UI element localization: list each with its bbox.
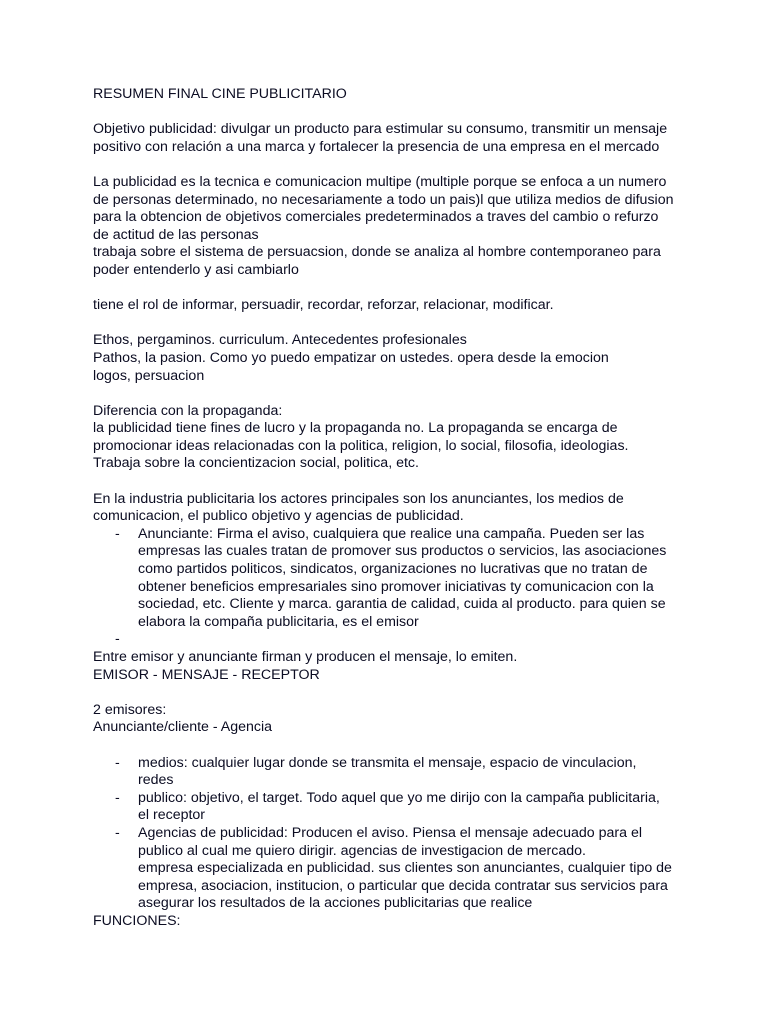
spacer bbox=[93, 737, 693, 755]
list-item-body bbox=[138, 825, 693, 913]
text-line: poder entenderlo y asi cambiarlo bbox=[93, 261, 299, 278]
text-line: obtener beneficios empresariales sino promover iniciativas ty comunicacion con la bbox=[138, 578, 654, 595]
text-line: Pathos, la pasion. Como yo puedo empatizar on ustedes. opera desde la emocion bbox=[93, 349, 609, 366]
bullet-dash: - bbox=[115, 631, 120, 648]
bullet-dash: - bbox=[115, 789, 120, 806]
section-heading-funciones: FUNCIONES: bbox=[93, 912, 181, 929]
text-line: elabora la compaña publicitaria, es el emisor bbox=[138, 613, 419, 630]
text-line: Ethos, pergaminos. curriculum. Antecedentes profesionales bbox=[93, 332, 467, 349]
text-line: positivo con relación a una marca y fortalecer la presencia de una empresa en el mercado bbox=[93, 138, 660, 155]
paragraph-emisores bbox=[93, 702, 693, 737]
paragraph-propaganda bbox=[93, 403, 693, 473]
text-line: para la obtencion de objetivos comerciales predeterminados a traves del cambio o refurzo bbox=[93, 209, 659, 226]
list-item bbox=[93, 755, 693, 790]
paragraph-rol bbox=[93, 297, 693, 315]
spacer bbox=[93, 280, 693, 298]
text-line: La publicidad es la tecnica e comunicacion multipe (multiple porque se enfoca a un numero bbox=[93, 173, 667, 190]
list-item bbox=[93, 825, 693, 913]
text-line: comunicacion, el publico objetivo y agencias de publicidad. bbox=[93, 508, 464, 525]
text-line: promocionar ideas relacionadas con la politica, religion, lo social, filosofia, ideologias. bbox=[93, 437, 629, 454]
paragraph-ethos-pathos-logos bbox=[93, 332, 693, 385]
spacer bbox=[93, 156, 693, 174]
paragraph-industria bbox=[93, 491, 693, 526]
text-line: publico al cual me quiero dirigir. agencias de investigacion de mercado. bbox=[138, 842, 586, 859]
text-line: 2 emisores: bbox=[93, 701, 167, 718]
list-item bbox=[93, 526, 693, 632]
list-item bbox=[93, 631, 693, 649]
text-line: Objetivo publicidad: divulgar un producto para estimular su consumo, transmitir un mensaje bbox=[93, 121, 668, 138]
text-line: En la industria publicitaria los actores principales son los anunciantes, los medios de bbox=[93, 490, 624, 507]
spacer bbox=[93, 473, 693, 491]
text-line: medios: cualquier lugar donde se transmita el mensaje, espacio de vinculacion, bbox=[138, 754, 637, 771]
text-line: Anunciante/cliente - Agencia bbox=[93, 719, 273, 736]
text-line: Agencias de publicidad: Producen el aviso. Piensa el mensaje adecuado para el bbox=[138, 824, 642, 841]
spacer bbox=[93, 684, 693, 702]
text-line: logos, persuacion bbox=[93, 367, 205, 384]
text-line: el receptor bbox=[138, 807, 206, 824]
bullet-dash: - bbox=[115, 754, 120, 771]
text-line: sociedad, etc. Cliente y marca. garantia de calidad, cuida al producto. para quien se bbox=[138, 596, 666, 613]
list-item bbox=[93, 790, 693, 825]
text-line: Diferencia con la propaganda: bbox=[93, 402, 283, 419]
spacer bbox=[93, 315, 693, 333]
text-line: empresas las cuales tratan de promover sus productos o servicios, las asociaciones bbox=[138, 543, 667, 560]
text-line: Trabaja sobre la concientizacion social, politica, etc. bbox=[93, 455, 419, 472]
text-line: de personas determinado, no necesariamente a todo un pais)l que utiliza medios de difusion bbox=[93, 191, 674, 208]
text-line: EMISOR - MENSAJE - RECEPTOR bbox=[93, 666, 320, 683]
text-line: empresa, asociacion, institucion, o particular que decida contratar sus servicios para bbox=[138, 877, 668, 894]
list-item-body bbox=[138, 755, 693, 790]
list-item-body bbox=[138, 631, 693, 649]
text-line: de actitud de las personas bbox=[93, 226, 259, 243]
paragraph-emisor bbox=[93, 649, 693, 684]
document-page bbox=[93, 86, 693, 931]
paragraph-objetivo bbox=[93, 121, 693, 156]
bullet-list-medios bbox=[93, 755, 693, 913]
list-item-body bbox=[138, 790, 693, 825]
bullet-list-actores bbox=[93, 526, 693, 649]
document-title: RESUMEN FINAL CINE PUBLICITARIO bbox=[93, 86, 347, 102]
list-item-body bbox=[138, 526, 693, 632]
text-line: empresa especializada en publicidad. sus clientes son anunciantes, cualquier tipo de bbox=[138, 860, 672, 877]
text-line bbox=[138, 631, 693, 649]
bullet-dash: - bbox=[115, 824, 120, 841]
spacer bbox=[93, 104, 693, 122]
paragraph-definicion bbox=[93, 174, 693, 280]
spacer bbox=[93, 385, 693, 403]
text-line: la publicidad tiene fines de lucro y la propaganda no. La propaganda se encarga de bbox=[93, 420, 618, 437]
text-line: como partidos politicos, sindicatos, organizaciones no lucrativas que no tratan de bbox=[138, 561, 648, 578]
text-line: Anunciante: Firma el aviso, cualquiera que realice una campaña. Pueden ser las bbox=[138, 525, 645, 542]
text-line: publico: objetivo, el target. Todo aquel que yo me dirijo con la campaña publicitaria, bbox=[138, 789, 660, 806]
text-line: asegurar los resultados de la acciones publicitarias que realice bbox=[138, 895, 533, 912]
bullet-dash: - bbox=[115, 525, 120, 542]
text-line: trabaja sobre el sistema de persuacsion, donde se analiza al hombre contemporaneo para bbox=[93, 244, 661, 261]
text-line: tiene el rol de informar, persuadir, recordar, reforzar, relacionar, modificar. bbox=[93, 297, 554, 314]
text-line: redes bbox=[138, 772, 174, 789]
text-line: Entre emisor y anunciante firman y producen el mensaje, lo emiten. bbox=[93, 649, 518, 665]
